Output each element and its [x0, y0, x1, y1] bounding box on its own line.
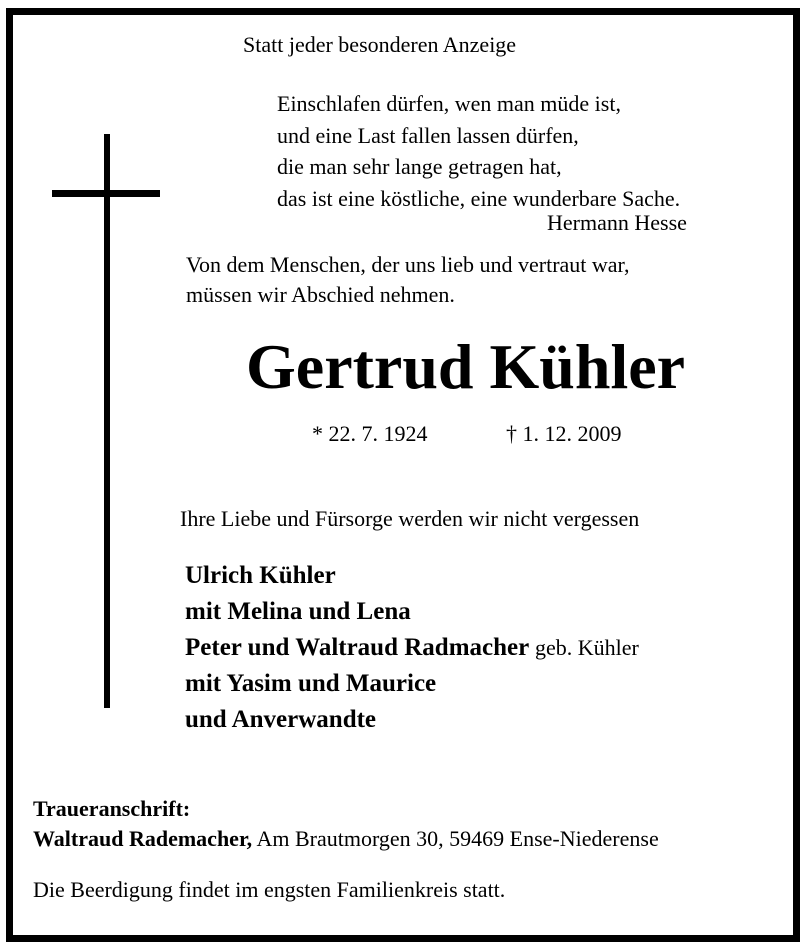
funeral-note: Die Beerdigung findet im engsten Familienkreis statt.	[33, 877, 506, 902]
mourner-line: Ulrich Kühler	[185, 562, 336, 589]
cross-icon-vertical	[104, 134, 110, 708]
poem-author: Hermann Hesse	[547, 210, 687, 235]
poem-line: und eine Last fallen lassen dürfen,	[277, 122, 579, 148]
mourner-line	[185, 630, 639, 666]
address-line	[33, 822, 659, 855]
mourner-line: mit Yasim und Maurice	[185, 670, 437, 697]
death-date: † 1. 12. 2009	[506, 421, 622, 446]
address-label: Traueranschrift:	[33, 796, 191, 821]
poem-line: Einschlafen dürfen, wen man müde ist,	[277, 91, 621, 116]
mourners-list	[185, 558, 639, 738]
intro-line: müssen wir Abschied nehmen.	[186, 282, 455, 307]
cross-icon-horizontal	[52, 190, 160, 197]
intro-line: Von dem Menschen, der uns lieb und vertraut war,	[186, 252, 630, 277]
mourner-line: und Anverwandte	[185, 706, 377, 733]
poem	[277, 88, 680, 214]
address-street: Am Brautmorgen 30, 59469 Ense-Niederense	[256, 826, 659, 851]
maiden-name: geb. Kühler	[535, 635, 639, 660]
address-name: Waltraud Rademacher,	[33, 826, 253, 851]
header-notice: Statt jeder besonderen Anzeige	[243, 32, 517, 57]
mourner-line: mit Melina und Lena	[185, 598, 411, 625]
deceased-name: Gertrud Kühler	[246, 331, 686, 402]
mourner-name: Peter und Waltraud Radmacher	[185, 634, 529, 661]
birth-date: * 22. 7. 1924	[312, 421, 428, 446]
poem-line: die man sehr lange getragen hat,	[277, 154, 562, 179]
poem-line: das ist eine köstliche, eine wunderbare Sache.	[277, 185, 681, 211]
intro-text	[186, 250, 630, 310]
tribute-text: Ihre Liebe und Fürsorge werden wir nicht vergessen	[180, 506, 640, 531]
